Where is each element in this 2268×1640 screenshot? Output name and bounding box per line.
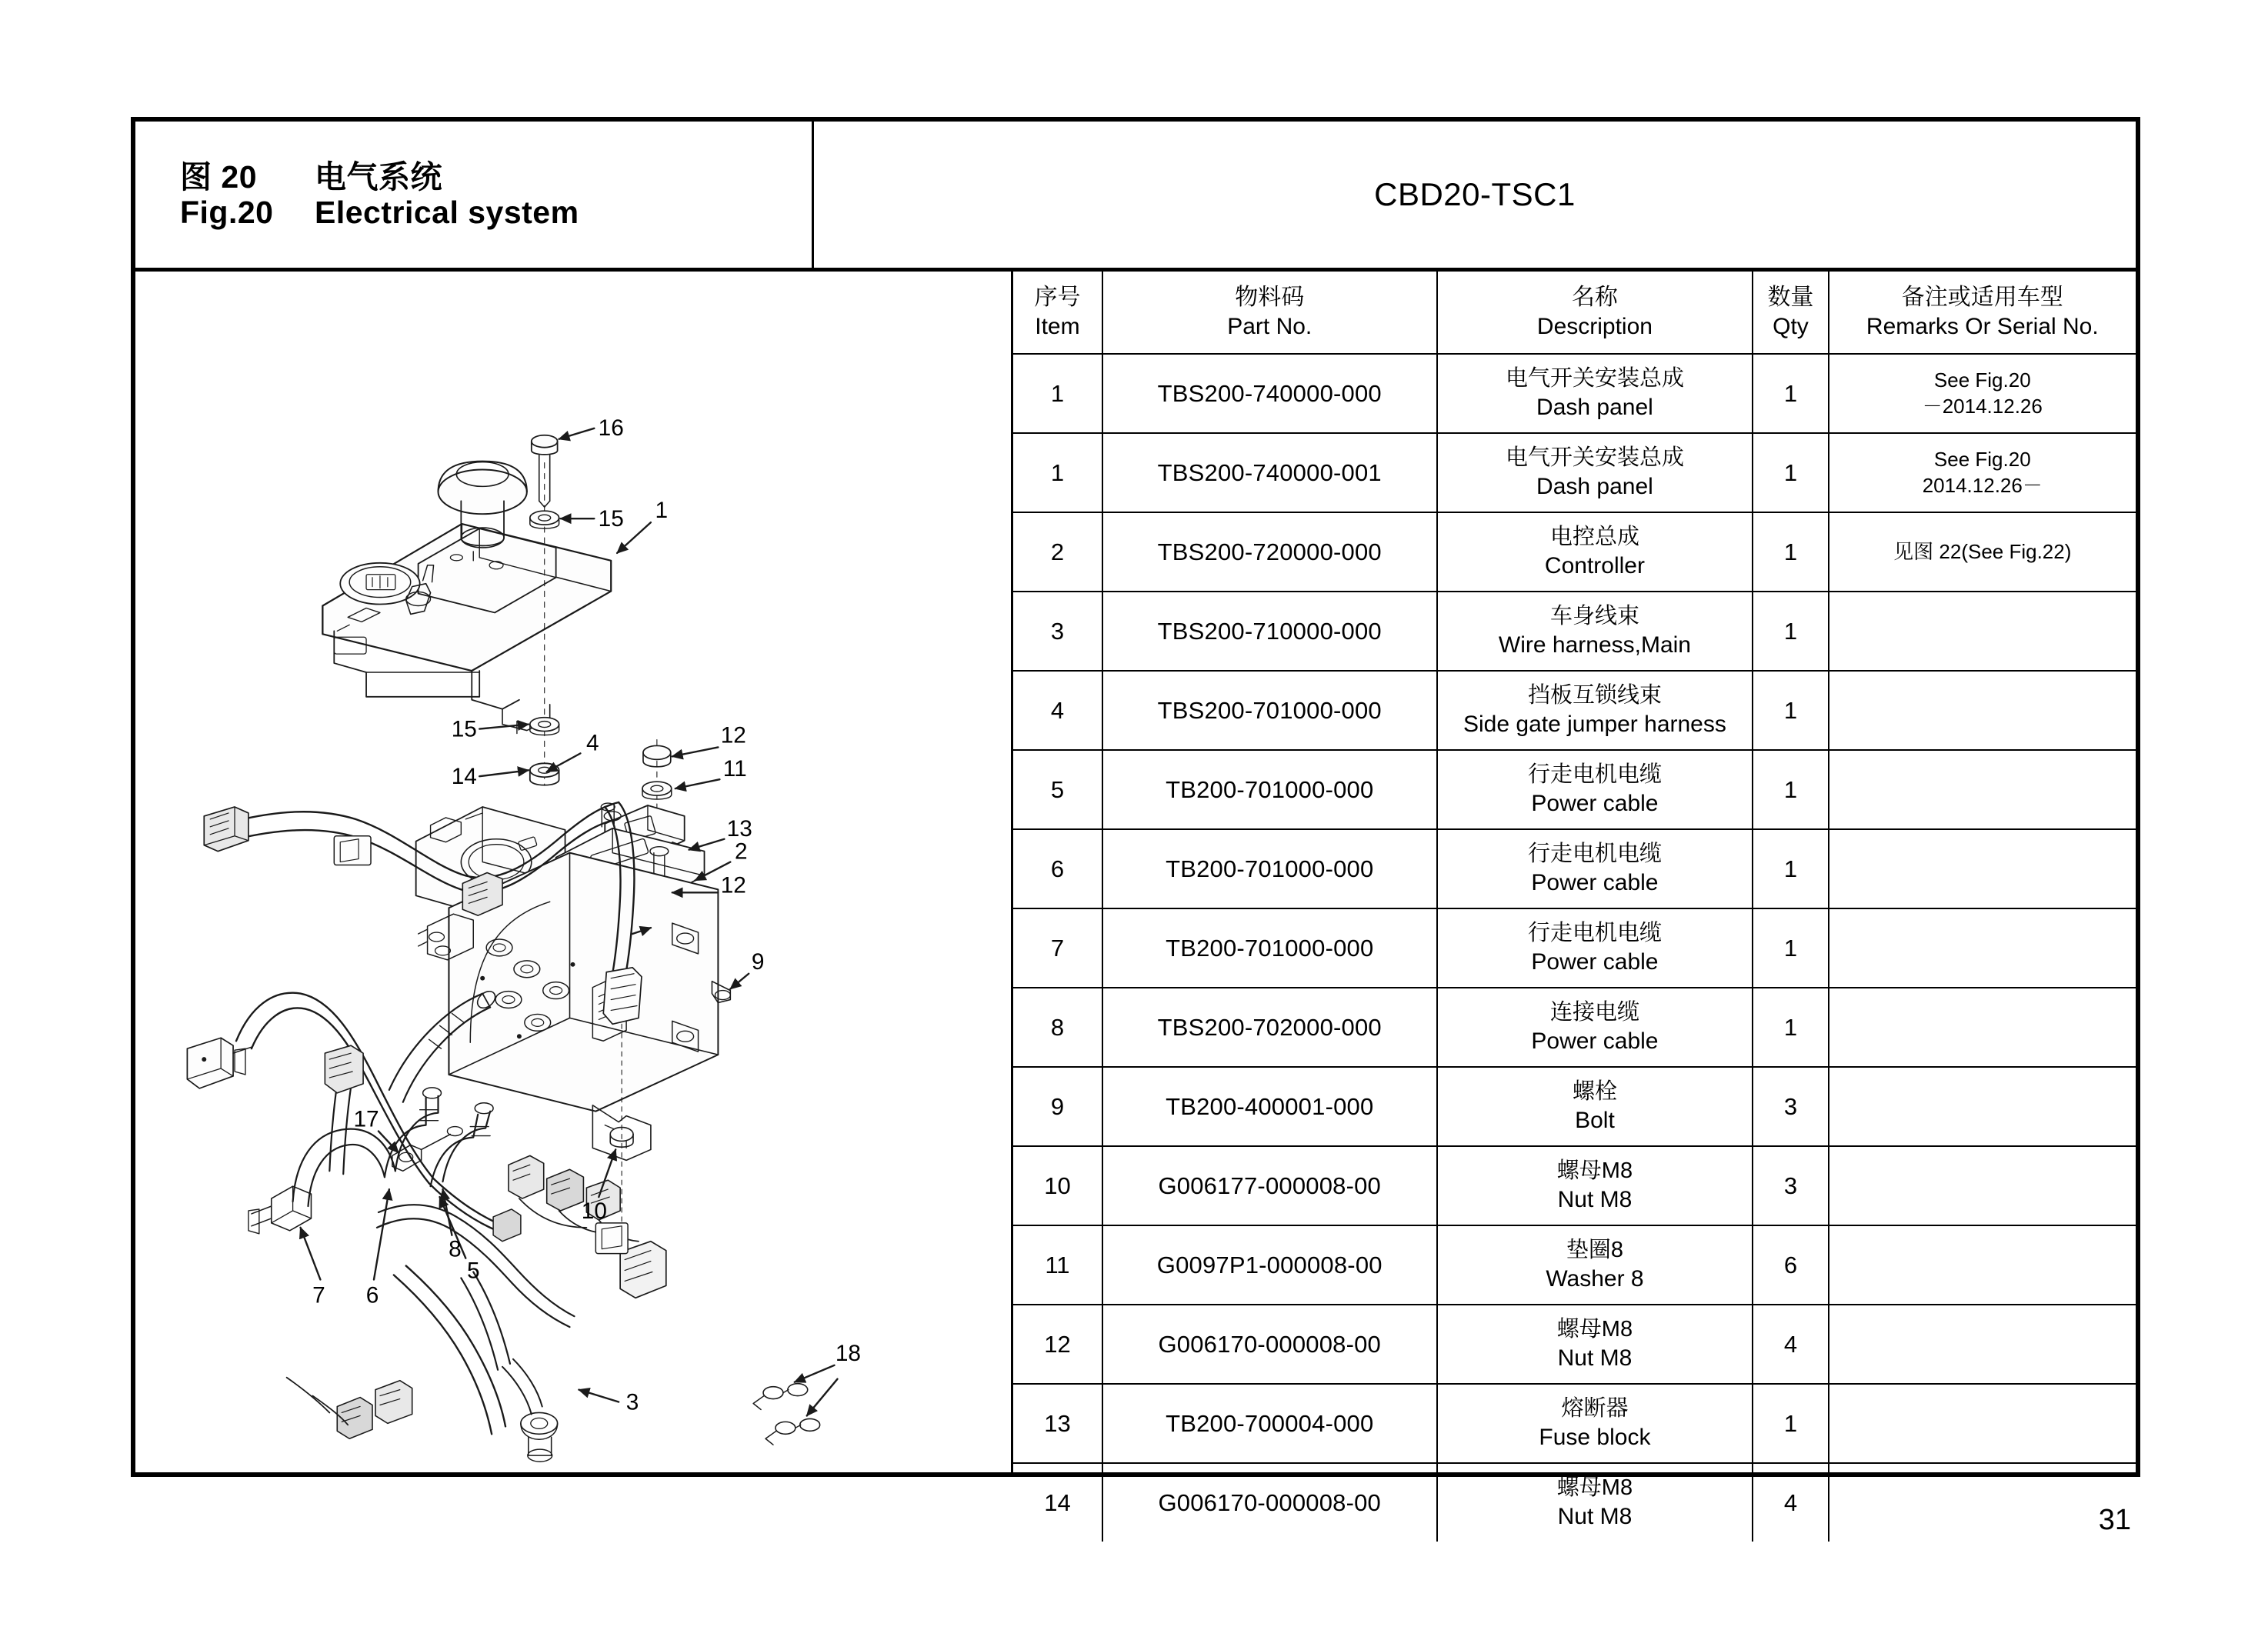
description-english: Nut M8 <box>1557 1345 1633 1371</box>
cell-part-no: TB200-701000-000 <box>1102 908 1437 988</box>
cell-item: 12 <box>1013 1305 1102 1384</box>
col-header-remarks <box>1829 272 2136 354</box>
cell-part-no: TB200-400001-000 <box>1102 1067 1437 1146</box>
cell-part-no: TBS200-702000-000 <box>1102 988 1437 1067</box>
cell-qty: 1 <box>1753 750 1828 829</box>
callout-label-7: 7 <box>312 1282 325 1308</box>
cell-part-no: TBS200-740000-000 <box>1102 354 1437 433</box>
description-chinese: 挡板互锁线束 <box>1527 682 1662 708</box>
cell-item: 13 <box>1013 1384 1102 1463</box>
figure-title-english <box>180 195 579 231</box>
description-chinese: 连接电缆 <box>1549 999 1639 1025</box>
description-chinese: 行走电机电缆 <box>1527 920 1662 945</box>
cell-description <box>1437 354 1753 433</box>
cell-remarks <box>1829 512 2136 592</box>
description-english: Side gate jumper harness <box>1463 711 1726 737</box>
cell-qty: 1 <box>1753 829 1828 908</box>
cell-item: 1 <box>1013 354 1102 433</box>
callout-label-12-lower: 12 <box>720 872 746 898</box>
cell-part-no: G006177-000008-00 <box>1102 1146 1437 1225</box>
cell-remarks <box>1829 1146 2136 1225</box>
figure-name-en: Electrical system <box>315 195 579 230</box>
callout-label-4: 4 <box>586 730 599 756</box>
table-row <box>1013 592 2136 671</box>
exploded-view-illustration <box>135 272 1013 1472</box>
cell-qty: 1 <box>1753 1384 1828 1463</box>
cell-item: 9 <box>1013 1067 1102 1146</box>
cell-description <box>1437 671 1753 750</box>
col-header-qty-en: Qty <box>1773 314 1809 339</box>
cell-remarks <box>1829 354 2136 433</box>
cell-part-no: TB200-701000-000 <box>1102 829 1437 908</box>
cell-remarks <box>1829 1225 2136 1305</box>
cell-part-no: TB200-700004-000 <box>1102 1384 1437 1463</box>
cell-description <box>1437 1305 1753 1384</box>
cell-description <box>1437 433 1753 512</box>
cell-part-no: TBS200-720000-000 <box>1102 512 1437 592</box>
description-english: Nut M8 <box>1557 1503 1633 1529</box>
description-english: Fuse block <box>1539 1424 1651 1450</box>
table-row <box>1013 1384 2136 1463</box>
description-chinese: 电控总成 <box>1549 524 1639 549</box>
cell-description <box>1437 1463 1753 1542</box>
col-header-part-no <box>1102 272 1437 354</box>
col-header-item-cn: 序号 <box>1034 284 1081 310</box>
figure-title-chinese <box>180 152 442 197</box>
cell-part-no: G006170-000008-00 <box>1102 1463 1437 1542</box>
description-chinese: 螺母M8 <box>1556 1316 1633 1342</box>
cell-item: 11 <box>1013 1225 1102 1305</box>
table-row <box>1013 1067 2136 1146</box>
cell-description <box>1437 1067 1753 1146</box>
cell-description <box>1437 750 1753 829</box>
cell-qty: 4 <box>1753 1463 1828 1542</box>
description-english: Nut M8 <box>1557 1186 1633 1212</box>
table-row <box>1013 1463 2136 1542</box>
cell-description <box>1437 1384 1753 1463</box>
description-chinese: 螺母M8 <box>1556 1475 1633 1500</box>
cell-remarks <box>1829 1305 2136 1384</box>
cell-part-no: TB200-701000-000 <box>1102 750 1437 829</box>
table-row <box>1013 988 2136 1067</box>
cell-qty: 3 <box>1753 1067 1828 1146</box>
table-row <box>1013 750 2136 829</box>
cell-remarks <box>1829 1384 2136 1463</box>
cell-remarks <box>1829 908 2136 988</box>
description-chinese: 电气开关安装总成 <box>1505 445 1684 470</box>
parts-list-container <box>1013 272 2136 1529</box>
col-header-item <box>1013 272 1102 354</box>
description-english: Dash panel <box>1536 394 1653 420</box>
cell-item: 5 <box>1013 750 1102 829</box>
cell-item: 3 <box>1013 592 1102 671</box>
cell-item: 14 <box>1013 1463 1102 1542</box>
figure-name-cn: 电气系统 <box>315 159 442 195</box>
callout-label-17: 17 <box>353 1106 379 1132</box>
col-header-part-no-en: Part No. <box>1227 314 1312 339</box>
cell-qty: 1 <box>1753 512 1828 592</box>
cell-part-no: G0097P1-000008-00 <box>1102 1225 1437 1305</box>
col-header-qty <box>1753 272 1828 354</box>
callout-label-15-bottom: 15 <box>451 716 477 742</box>
parts-table-body <box>1013 354 2136 1542</box>
description-english: Wire harness,Main <box>1498 632 1691 658</box>
cell-qty: 1 <box>1753 908 1828 988</box>
body-area <box>135 272 2136 1529</box>
cell-remarks <box>1829 592 2136 671</box>
cell-remarks <box>1829 671 2136 750</box>
table-row <box>1013 354 2136 433</box>
figure-number-cn: 图 20 <box>180 159 257 195</box>
description-english: Washer 8 <box>1546 1265 1644 1292</box>
col-header-qty-cn: 数量 <box>1767 284 1814 310</box>
callout-label-10: 10 <box>581 1198 607 1224</box>
description-chinese: 电气开关安装总成 <box>1505 365 1684 391</box>
cell-part-no: G006170-000008-00 <box>1102 1305 1437 1384</box>
cell-description <box>1437 988 1753 1067</box>
table-row <box>1013 829 2136 908</box>
callout-label-1: 1 <box>655 498 669 524</box>
cell-description <box>1437 512 1753 592</box>
description-chinese: 螺母M8 <box>1556 1158 1633 1183</box>
callout-label-14: 14 <box>451 764 477 790</box>
part-15-washer-upper <box>530 511 559 528</box>
cell-item: 1 <box>1013 433 1102 512</box>
callout-label-3: 3 <box>625 1389 639 1415</box>
callout-label-15-top: 15 <box>598 506 624 532</box>
parts-table-header <box>1013 272 2136 354</box>
remark-line-1: See Fig.20 <box>1933 447 2031 471</box>
cell-item: 10 <box>1013 1146 1102 1225</box>
callout-label-9: 9 <box>751 948 765 975</box>
cell-qty: 1 <box>1753 671 1828 750</box>
description-chinese: 行走电机电缆 <box>1527 841 1662 866</box>
cell-remarks <box>1829 1463 2136 1542</box>
description-chinese: 垫圈8 <box>1566 1237 1624 1262</box>
controller-assembly <box>416 803 731 1160</box>
figure-title <box>135 122 814 268</box>
cell-item: 7 <box>1013 908 1102 988</box>
description-english: Power cable <box>1531 948 1659 975</box>
col-header-part-no-cn: 物料码 <box>1235 284 1305 310</box>
callout-label-13: 13 <box>726 815 752 842</box>
title-block <box>135 122 2136 272</box>
callout-label-12-upper: 12 <box>720 722 746 748</box>
description-english: Power cable <box>1531 869 1659 895</box>
cell-part-no: TBS200-701000-000 <box>1102 671 1437 750</box>
callout-label-18: 18 <box>835 1340 862 1366</box>
description-chinese: 螺栓 <box>1572 1078 1617 1104</box>
col-header-description <box>1437 272 1753 354</box>
col-header-item-en: Item <box>1035 314 1080 339</box>
description-english: Controller <box>1544 552 1645 578</box>
description-english: Power cable <box>1531 1028 1659 1054</box>
table-row <box>1013 1305 2136 1384</box>
description-english: Dash panel <box>1536 473 1653 499</box>
remark-line-1: See Fig.20 <box>1933 368 2031 392</box>
figure-number-en: Fig.20 <box>180 195 274 230</box>
cell-remarks <box>1829 988 2136 1067</box>
callout-label-11: 11 <box>722 756 747 782</box>
cell-remarks <box>1829 1067 2136 1146</box>
cell-qty: 1 <box>1753 988 1828 1067</box>
cell-remarks <box>1829 750 2136 829</box>
callout-label-6: 6 <box>365 1282 379 1308</box>
callout-label-16: 16 <box>598 415 624 441</box>
callout-label-5: 5 <box>466 1258 480 1284</box>
cell-item: 4 <box>1013 671 1102 750</box>
col-header-description-cn: 名称 <box>1571 284 1618 310</box>
description-english: Power cable <box>1531 790 1659 816</box>
description-english: Bolt <box>1575 1107 1615 1133</box>
cell-part-no: TBS200-710000-000 <box>1102 592 1437 671</box>
table-header-row <box>1013 272 2136 354</box>
callout-label-8: 8 <box>449 1236 462 1262</box>
model-designation: CBD20-TSC1 <box>1374 176 1576 212</box>
table-row <box>1013 671 2136 750</box>
cell-qty: 4 <box>1753 1305 1828 1384</box>
cell-remarks <box>1829 829 2136 908</box>
illustration-svg <box>135 272 1011 1472</box>
cell-description <box>1437 908 1753 988</box>
cell-item: 6 <box>1013 829 1102 908</box>
cell-description <box>1437 592 1753 671</box>
table-row <box>1013 1225 2136 1305</box>
col-header-remarks-cn: 备注或适用车型 <box>1901 284 2063 310</box>
table-row <box>1013 1146 2136 1225</box>
cell-part-no: TBS200-740000-001 <box>1102 433 1437 512</box>
cell-description <box>1437 1146 1753 1225</box>
col-header-remarks-en: Remarks Or Serial No. <box>1866 314 2099 339</box>
cell-description <box>1437 1225 1753 1305</box>
description-chinese: 熔断器 <box>1561 1395 1629 1421</box>
cell-description <box>1437 829 1753 908</box>
page-number: 31 <box>2098 1504 2131 1536</box>
cell-qty: 3 <box>1753 1146 1828 1225</box>
description-chinese: 车身线束 <box>1549 603 1639 628</box>
description-chinese: 行走电机电缆 <box>1527 762 1662 787</box>
cell-item: 2 <box>1013 512 1102 592</box>
callout-label-2: 2 <box>734 838 748 865</box>
cell-qty: 6 <box>1753 1225 1828 1305</box>
remark-line-2: 2014.12.26－ <box>1922 473 2043 497</box>
col-header-description-en: Description <box>1536 314 1653 339</box>
cell-qty: 1 <box>1753 433 1828 512</box>
remark-line-1: 见图 22(See Fig.22) <box>1893 539 2072 563</box>
table-row <box>1013 512 2136 592</box>
remark-line-2: －2014.12.26 <box>1922 394 2043 418</box>
cell-remarks <box>1829 433 2136 512</box>
table-row <box>1013 433 2136 512</box>
cell-item: 8 <box>1013 988 1102 1067</box>
cell-qty: 1 <box>1753 354 1828 433</box>
table-row <box>1013 908 2136 988</box>
cell-qty: 1 <box>1753 592 1828 671</box>
parts-table <box>1013 272 2136 1542</box>
part-18-cable-clips <box>753 1384 820 1445</box>
page-frame <box>131 117 2140 1529</box>
